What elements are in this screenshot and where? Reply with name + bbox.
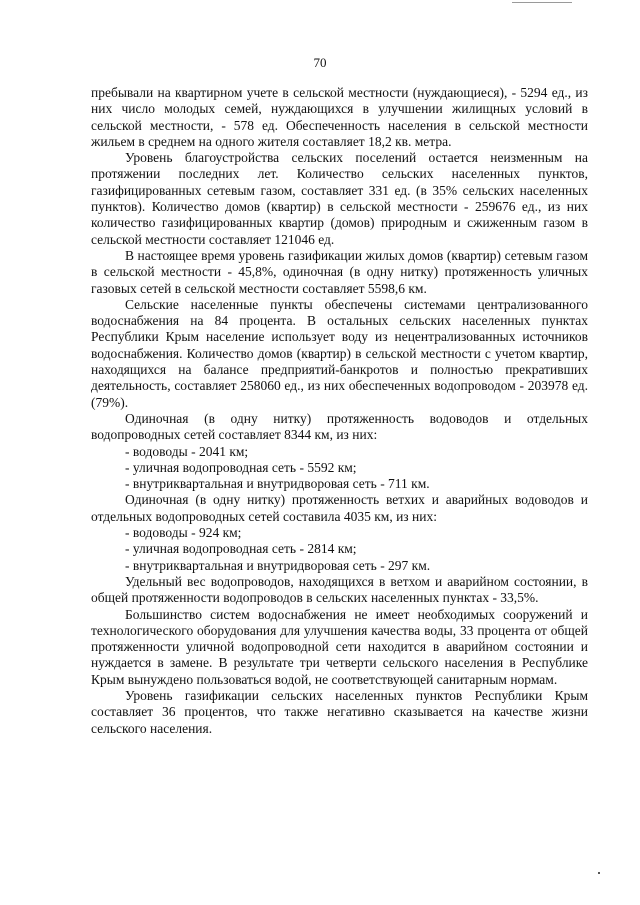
list-item: - внутриквартальная и внутридворовая сеть - 711 км.	[125, 476, 430, 492]
paragraph: Уровень газификации сельских населенных пунктов Республики Крым составляет 36 процентов, что также негативно сказывается на качестве жизни сельского населения.	[91, 687, 588, 736]
paragraph: В настоящее время уровень газификации жилых домов (квартир) сетевым газом в сельской местности - 45,8%, одиночная (в одну нитку) протяженность уличных газовых сетей в сельской местности составляет 5598,6 км.	[91, 247, 588, 296]
paragraph: пребывали на квартирном учете в сельской местности (нуждающиеся), - 5294 ед., из них число молодых семей, нуждающихся в улучшении жилищных условий в сельской местности, - 578 ед. Обеспеченность населения в сельской местности жильем в среднем на одного жителя составляет 18,2 кв. метра.	[91, 85, 588, 149]
paragraph: Уровень благоустройства сельских поселений остается неизменным на протяжении последних лет. Количество сельских населенных пунктов, газифицированных сетевым газом, составляет 331 ед. (в 35% сельских населенных пунктов). Количество домов (квартир) в сельской местности - 259676 ед., из них количество газифицированных квартир (домов) природным и сжиженным газом в сельской местности составляет 121046 ед.	[91, 150, 588, 247]
paragraph: Удельный вес водопроводов, находящихся в ветхом и аварийном состоянии, в общей протяженности водопроводов в сельских населенных пунктах - 33,5%.	[91, 573, 588, 606]
list-item: - внутриквартальная и внутридворовая сеть - 297 км.	[125, 557, 431, 573]
list-item: - уличная водопроводная сеть - 2814 км;	[125, 541, 357, 557]
scan-speck	[598, 872, 600, 874]
list-item: - уличная водопроводная сеть - 5592 км;	[125, 459, 357, 475]
list-item: - водоводы - 924 км;	[125, 525, 242, 541]
top-edge-line	[512, 2, 572, 3]
paragraph: Одиночная (в одну нитку) протяженность водоводов и отдельных водопроводных сетей составляет 8344 км, из них:	[91, 410, 588, 443]
body-text	[91, 85, 588, 737]
page-number: 70	[313, 55, 327, 70]
paragraph: Одиночная (в одну нитку) протяженность ветхих и аварийных водоводов и отдельных водопроводных сетей составила 4035 км, из них:	[91, 492, 588, 524]
paragraph: Большинство систем водоснабжения не имеет необходимых сооружений и технологического оборудования для улучшения качества воды, 33 процента от общей протяженности уличной водопроводной сети находится в аварийном состоянии и нуждается в замене. В результате три четверти сельского населения в Республике Крым вынуждено пользоваться водой, не соответствующей санитарным нормам.	[91, 606, 588, 687]
list-item: - водоводы - 2041 км;	[125, 443, 249, 459]
paragraph: Сельские населенные пункты обеспечены системами централизованного водоснабжения на 84 процента. В остальных сельских населенных пунктах Республики Крым население использует воду из нецентрализованных источников водоснабжения. Количество домов (квартир) в сельской местности с учетом квартир, находящихся на балансе предприятий-банкротов и полностью прекративших деятельность, составляет 258060 ед., из них обеспеченных водопроводом - 203978 ед. (79%).	[91, 296, 588, 410]
